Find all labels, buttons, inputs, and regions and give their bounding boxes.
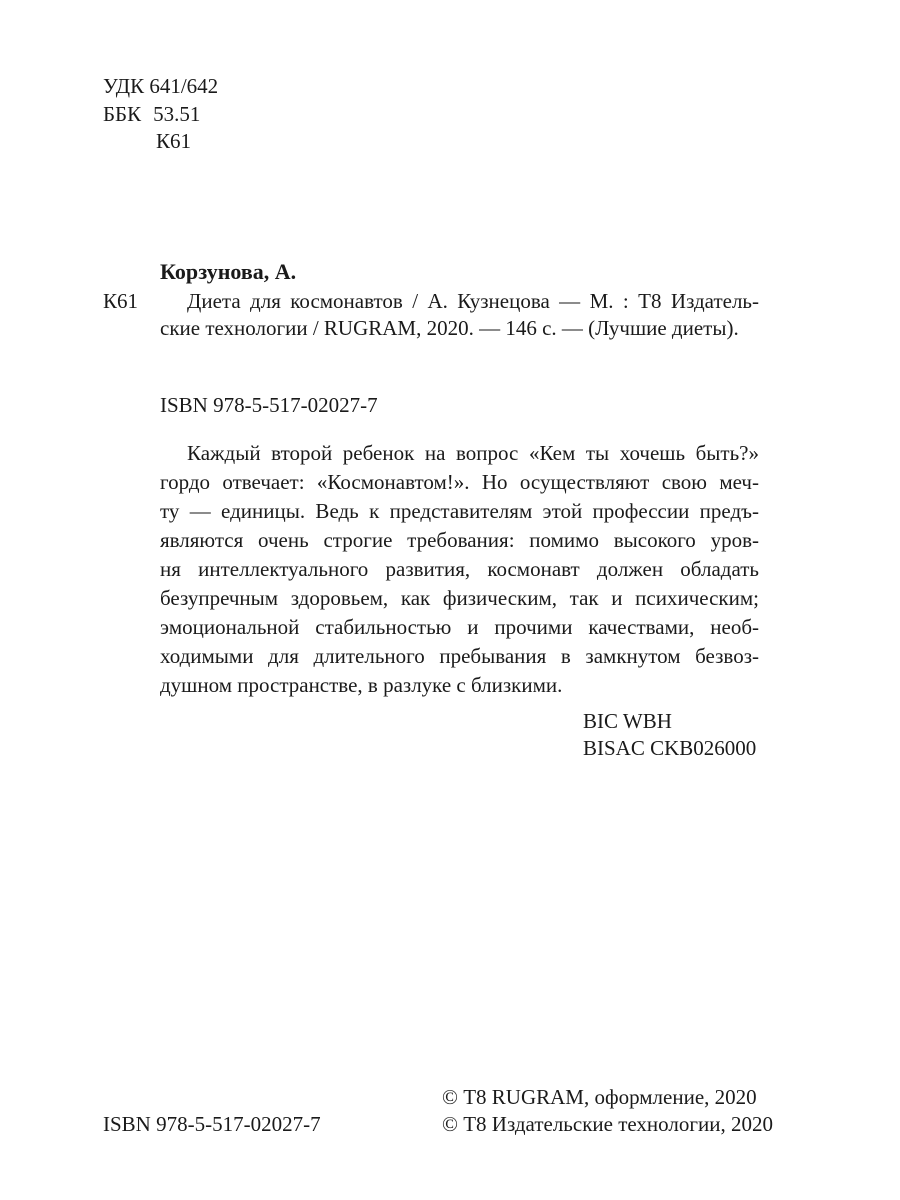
annotation-line: эмоциональной стабильностью и прочими качествами, необ- <box>160 615 759 639</box>
isbn-footer: ISBN 978-5-517-02027-7 <box>103 1112 321 1136</box>
annotation-line: безупречным здоровьем, как физическим, так и психическим; <box>160 586 759 610</box>
annotation-line: душном пространстве, в разлуке с близкими. <box>160 673 563 697</box>
udk-code: УДК 641/642 <box>103 74 219 98</box>
bbk-value: 53.51 <box>153 102 201 126</box>
bic-code: BIC WBH <box>583 709 672 733</box>
annotation-line: являются очень строгие требования: помимо высокого уров- <box>160 528 759 552</box>
bibliographic-title-line-1: Диета для космонавтов / А. Кузнецова — М. : Т8 Издатель- <box>187 289 759 313</box>
annotation-line: ходимыми для длительного пребывания в замкнутом безвоз- <box>160 644 759 668</box>
copyright-design: © Т8 RUGRAM, оформление, 2020 <box>442 1085 757 1109</box>
bisac-code: BISAC CKB026000 <box>583 736 757 760</box>
annotation-line: ту — единицы. Ведь к представителям этой профессии предъ- <box>160 499 759 523</box>
bbk-label: ББК <box>103 102 142 126</box>
author-sign-side: К61 <box>103 289 139 313</box>
isbn-main: ISBN 978-5-517-02027-7 <box>160 393 378 417</box>
author-name: Корзунова, А. <box>160 259 297 284</box>
author-sign-top: К61 <box>156 129 192 153</box>
annotation-line: ня интеллектуального развития, космонавт должен обладать <box>160 557 759 581</box>
annotation <box>160 438 759 699</box>
annotation-line: Каждый второй ребенок на вопрос «Кем ты хочешь быть?» <box>187 441 759 465</box>
bbk-code <box>103 99 200 129</box>
copyright-publisher: © Т8 Издательские технологии, 2020 <box>442 1112 773 1136</box>
annotation-line: гордо отвечает: «Космонавтом!». Но осуществляют свою меч- <box>160 470 759 494</box>
bibliographic-title-line-2: ские технологии / RUGRAM, 2020. — 146 с. — (Лучшие диеты). <box>160 316 739 340</box>
